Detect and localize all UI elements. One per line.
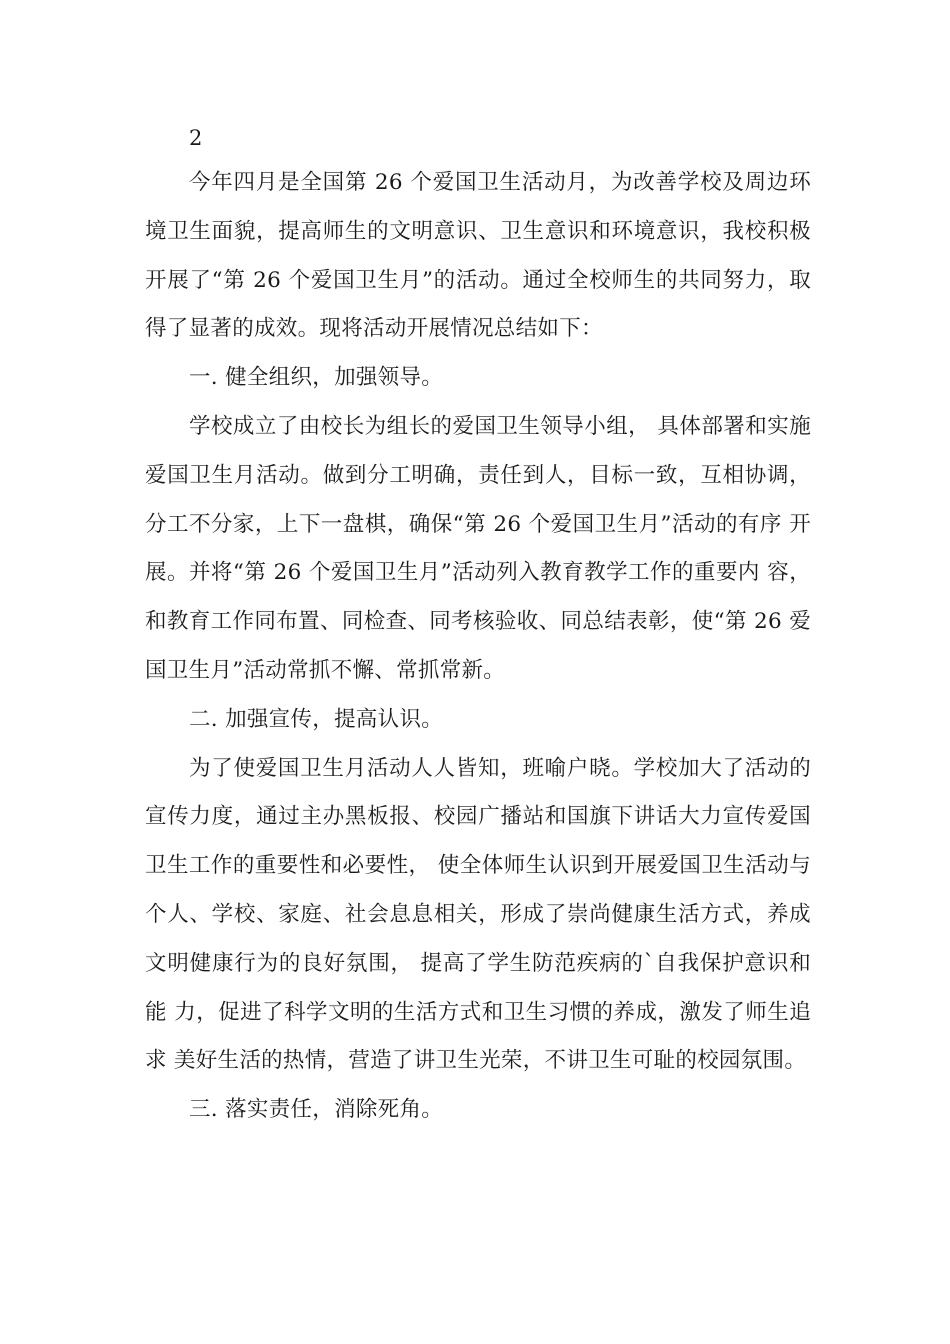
document-body xyxy=(145,159,811,1135)
section-heading-3: 三. 落实责任，消除死角。 xyxy=(189,1097,444,1123)
paragraph-intro: 今年四月是全国第 26 个爱国卫生活动月，为改善学校及周边环境卫生面貌，提高师生的文明意识、卫生意识和环境意识，我校积极开展了“第 26 个爱国卫生月”的活动。通过全校师生的共同努力，取得了显著的成效。现将活动开展情况总结如下： xyxy=(145,170,811,342)
page-number: 2 xyxy=(189,126,203,150)
section-heading-1: 一. 健全组织，加强领导。 xyxy=(189,365,444,391)
paragraph-publicity: 为了使爱国卫生月活动人人皆知，班喻户晓。学校加大了活动的宣传力度，通过主办黑板报、校园广播站和国旗下讲话大力宣传爱国卫生工作的重要性和必要性， 使全体师生认识到开展爱国卫生活动与 个人、学校、家庭、社会息息相关，形成了崇尚健康生活方式，养成 文明健康行为的良好氛围， 提高了学生防范疾病的`自我保护意识和能 力，促进了科学文明的生活方式和卫生习惯的养成，激发了师生追求 美好生活的热情，营造了讲卫生光荣，不讲卫生可耻的校园氛围。 xyxy=(145,755,811,1074)
paragraph-organization: 学校成立了由校长为组长的爱国卫生领导小组， 具体部署和实施 爱国卫生月活动。做到分工明确，责任到人，目标一致，互相协调， 分工不分家，上下一盘棋，确保“第 26 个爱国卫生月”活动的有序 开展。并将“第 26 个爱国卫生月”活动列入教育教学工作的重要内 容，和教育工作同布置、同检查、同考核验收、同总结表彰，使“第 26 爱国卫生月”活动常抓不懈、常抓常新。 xyxy=(145,413,811,683)
section-heading-2: 二. 加强宣传，提高认识。 xyxy=(189,706,444,732)
